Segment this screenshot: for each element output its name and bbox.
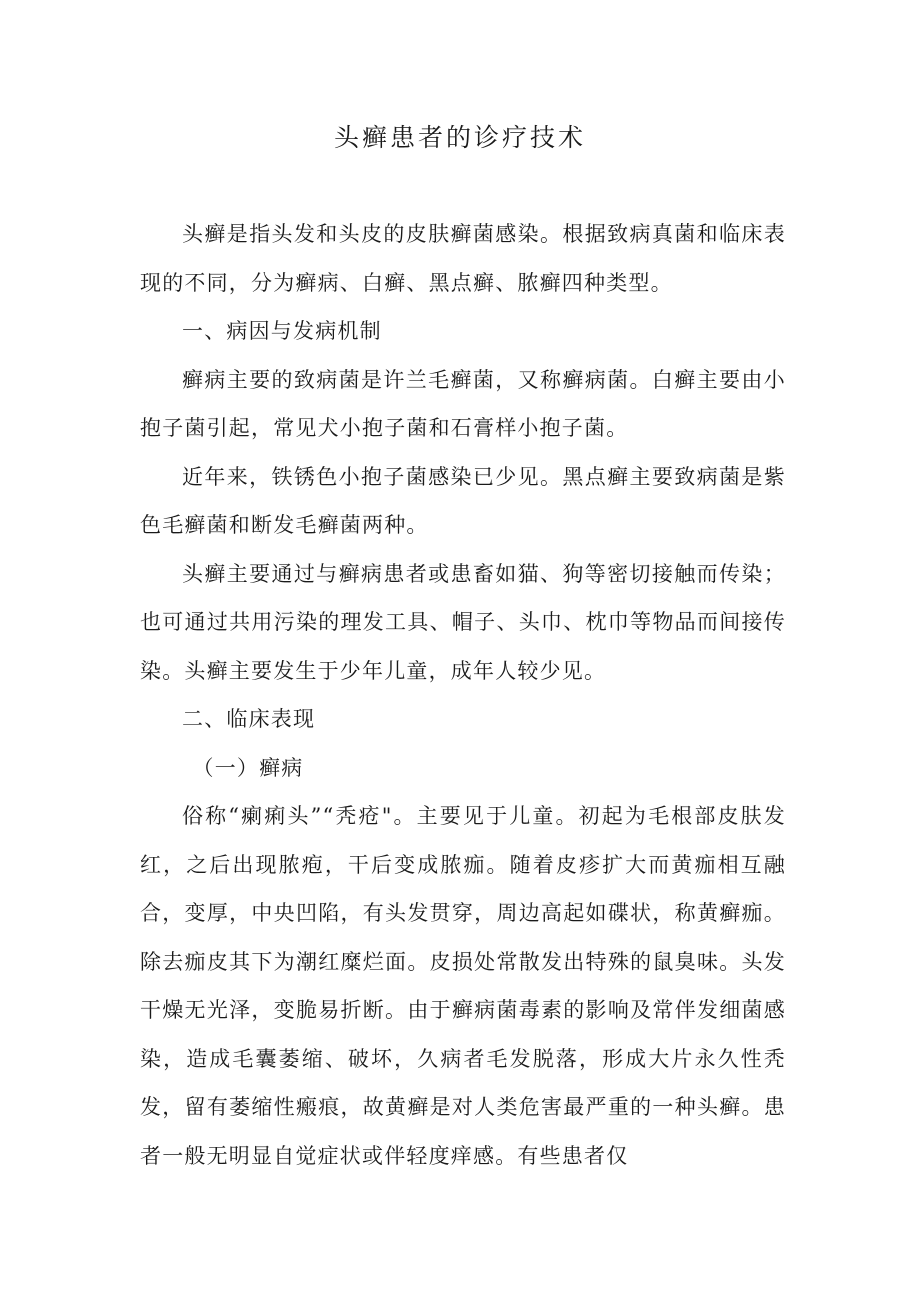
paragraph-pathogen-2: 近年来，铁锈色小抱子菌感染已少见。黑点癣主要致病菌是紫色毛癣菌和断发毛癣菌两种。 — [140, 464, 786, 537]
document-body — [140, 210, 786, 1180]
paragraph-favus-description: 俗称“瘌痢头”“秃疮"。主要见于儿童。初起为毛根部皮肤发红，之后出现脓疱，干后变成脓痂。随着皮疹扩大而黄痂相互融合，变厚，中央凹陷，有头发贯穿，周边高起如碟状，称黄癣痂。除去痂皮其下为潮红糜烂面。皮损处常散发出特殊的鼠臭味。头发干燥无光泽，变脆易折断。由于癣病菌毒素的影响及常伴发细菌感染，造成毛囊萎缩、破坏，久病者毛发脱落，形成大片永久性秃发，留有萎缩性瘢痕，故黄癣是对人类危害最严重的一种头癣。患者一般无明显自觉症状或伴轻度痒感。有些患者仅 — [140, 804, 786, 1168]
paragraph-pathogen-1: 癣病主要的致病菌是许兰毛癣菌，又称癣病菌。白癣主要由小抱子菌引起，常见犬小抱子菌和石膏样小抱子菌。 — [140, 367, 786, 440]
paragraph-transmission: 头癣主要通过与癣病患者或患畜如猫、狗等密切接触而传染；也可通过共用污染的理发工具、帽子、头巾、枕巾等物品而间接传染。头癣主要发生于少年儿童，成年人较少见。 — [140, 561, 786, 683]
section-heading-etiology: 一、病因与发病机制 — [182, 319, 382, 343]
section-heading-clinical: 二、临床表现 — [182, 707, 316, 731]
document-title: 头癣患者的诊疗技术 — [333, 123, 586, 152]
paragraph-intro: 头癣是指头发和头皮的皮肤癣菌感染。根据致病真菌和临床表现的不同，分为癣病、白癣、黑点癣、脓癣四种类型。 — [140, 222, 786, 295]
subsection-heading-favus: （一）癣病 — [192, 755, 304, 780]
